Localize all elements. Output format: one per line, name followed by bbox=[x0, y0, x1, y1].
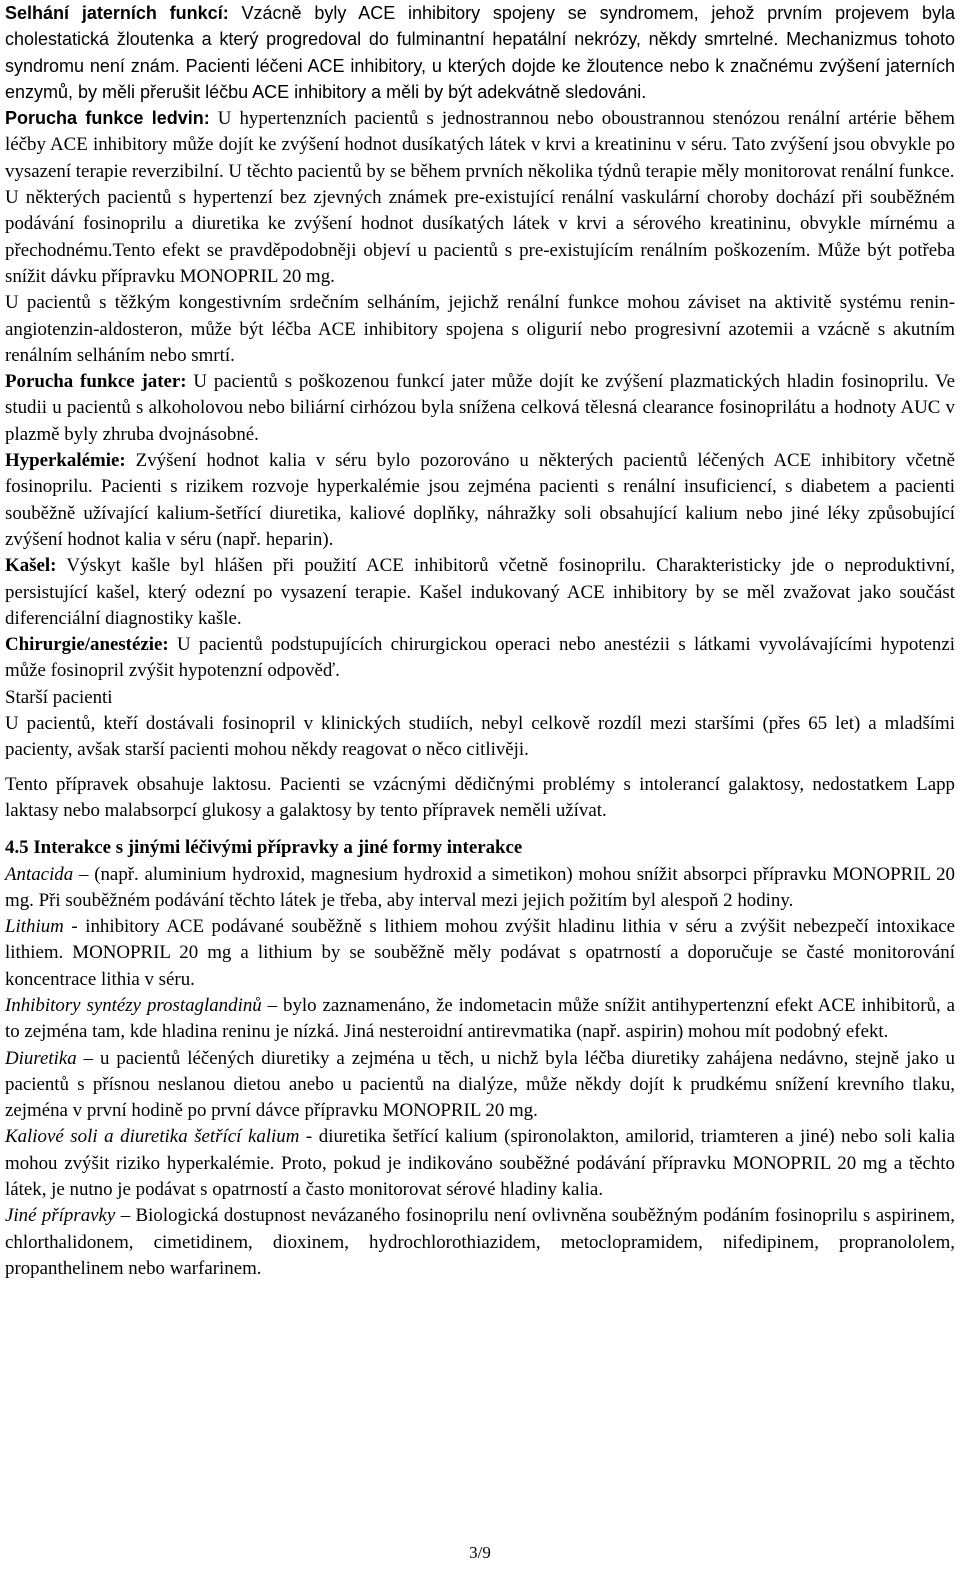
text-other: – Biologická dostupnost nevázaného fosinoprilu není ovlivněna souběžným podáním fosinoprilu s aspirinem, chlorthalidonem, cimetidinem, dioxinem, hydrochlorothiazidem, metoclopramidem, nifedipinem, propranololem, propanthelinem nebo warfarinem. bbox=[5, 1205, 955, 1279]
text-renal-impairment: U hypertenzních pacientů s jednostrannou nebo oboustrannou stenózou renální artérie během léčby ACE inhibitory může dojít ke zvýšení hodnot dusíkatých látek v krvi a kreatininu v séru. Tato zvýšení jsou obvykle po vysazení terapie reverzibilní. U těchto pacientů by se během prvních několika týdnů terapie měly monitorovat renální funkce. bbox=[5, 108, 955, 182]
paragraph-liver-failure bbox=[5, 0, 955, 105]
heading-surgery: Chirurgie/anestézie: bbox=[5, 634, 169, 656]
text-elderly-heading: Starší pacienti bbox=[5, 686, 113, 708]
paragraph-elderly-heading bbox=[5, 685, 955, 711]
term-potassium: Kaliové soli a diuretika šetřící kalium bbox=[5, 1126, 300, 1148]
paragraph-cough bbox=[5, 553, 955, 632]
term-lithium: Lithium bbox=[5, 916, 64, 938]
text-hypertension-diuretic: U některých pacientů s hypertenzí bez zjevných známek pre-existující renální vaskulární choroby dochází při souběžném podávání fosinoprilu a diuretika ke zvýšení hodnot dusíkatých látek v krvi a sérového kreatininu, obvykle mírnému a přechodnému.Tento efekt se pravděpodobněji objeví u pacientů s pre-existujícím renálním poškozením. Může být potřeba snížit dávku přípravku MONOPRIL 20 mg. bbox=[5, 187, 955, 287]
section-heading-interactions: 4.5 Interakce s jinými léčivými přípravky a jiné formy interakce bbox=[5, 837, 523, 859]
text-heart-failure: U pacientů s těžkým kongestivním srdečním selháním, jejichž renální funkce mohou záviset na aktivitě systému renin-angiotenzin-aldosteron, může být léčba ACE inhibitory spojena s oligurií nebo progresivní azotemii a vzácně s akutním renálním selháním nebo smrtí. bbox=[5, 292, 955, 366]
interaction-diuretics bbox=[5, 1046, 955, 1125]
interaction-antacids bbox=[5, 862, 955, 915]
paragraph-heart-failure bbox=[5, 290, 955, 369]
text-lactose: Tento přípravek obsahuje laktosu. Pacienti se vzácnými dědičnými problémy s intolerancí galaktosy, nedostatkem Lapp laktasy nebo malabsorpcí glukosy a galaktosy by tento přípravek neměli užívat. bbox=[5, 773, 955, 821]
text-liver-failure: Vzácně byly ACE inhibitory spojeny se syndromem, jehož prvním projevem byla cholestatická žloutenka a který progredoval do fulminantní hepatální nekrózy, někdy smrtelné. Mechanizmus tohoto syndromu není znám. Pacienti léčeni ACE inhibitory, u kterých dojde ke žloutence nebo k značnému zvýšení jaterních enzymů, by měli přerušit léčbu ACE inhibitory a měli by být adekvátně sledováni. bbox=[5, 3, 955, 102]
term-antacids: Antacida bbox=[5, 863, 74, 885]
interaction-lithium bbox=[5, 914, 955, 993]
heading-cough: Kašel: bbox=[5, 555, 57, 577]
paragraph-surgery bbox=[5, 632, 955, 685]
text-potassium: - diuretika šetřící kalium (spironolakton, amilorid, triamteren a jiné) nebo soli kalia mohou zvýšit riziko hyperkalémie. Proto, pokud je indikováno souběžné podávání přípravku MONOPRIL 20 mg a těchto látek, je nutno je podávat s opatrností a často monitorovat sérové hladiny kalia. bbox=[5, 1126, 955, 1201]
heading-hepatic-impairment: Porucha funkce jater: bbox=[5, 371, 187, 393]
interaction-potassium bbox=[5, 1124, 955, 1203]
text-cough: Výskyt kašle byl hlášen při použití ACE inhibitorů včetně fosinoprilu. Charakteristicky jde o neproduktivní, persistující kašel, který odezní po vysazení terapie. Kašel indukovaný ACE inhibitory by se měl zvažovat jako součást diferenciální diagnostiky kašle. bbox=[5, 555, 955, 629]
paragraph-elderly bbox=[5, 711, 955, 764]
text-diuretics: – u pacientů léčených diuretiky a zejména u těch, u nichž byla léčba diuretiky zahájena nedávno, stejně jako u pacientů s přísnou neslanou dietou anebo u pacientů na dialýze, může někdy dojít k prudkému snížení krevního tlaku, zejména v první hodině po první dávce přípravku MONOPRIL 20 mg. bbox=[5, 1047, 955, 1122]
paragraph-hyperkalemia bbox=[5, 448, 955, 553]
paragraph-hepatic-impairment bbox=[5, 369, 955, 448]
paragraph-renal-impairment bbox=[5, 105, 955, 185]
interaction-other bbox=[5, 1203, 955, 1282]
text-antacids: – (např. aluminium hydroxid, magnesium hydroxid a simetikon) mohou snížit absorpci přípravku MONOPRIL 20 mg. Při souběžném podávání těchto látek je třeba, aby interval mezi jejich požitím byl alespoň 2 hodiny. bbox=[5, 863, 955, 911]
text-prostaglandin: – bylo zaznamenáno, že indometacin může snížit antihypertenzní efekt ACE inhibitorů, a to zejména tam, kde hladina reninu je nízká. Jiná nesteroidní antirevmatika (např. aspirin) mohou mít podobný efekt. bbox=[5, 994, 955, 1043]
text-elderly: U pacientů, kteří dostávali fosinopril v klinických studiích, nebyl celkově rozdíl mezi staršími (přes 65 let) a mladšími pacienty, avšak starší pacienti mohou někdy reagovat o něco citlivěji. bbox=[5, 713, 955, 761]
heading-renal-impairment: Porucha funkce ledvin: bbox=[5, 108, 210, 129]
interaction-prostaglandin bbox=[5, 993, 955, 1046]
text-lithium: - inhibitory ACE podávané souběžně s lithiem mohou zvýšit hladinu lithia v séru a zvýšit nebezpečí intoxikace lithiem. MONOPRIL 20 mg a lithium by se souběžně měly podávat s opatrností a doporučuje se časté monitorování koncentrace lithia v séru. bbox=[5, 916, 955, 990]
text-hyperkalemia: Zvýšení hodnot kalia v séru bylo pozorováno u některých pacientů léčených ACE inhibitory včetně fosinoprilu. Pacienti s rizikem rozvoje hyperkalémie jsou zejména pacienti s renální insuficiencí, s diabetem a pacienti souběžně užívající kalium-šetřící diuretika, kaliové doplňky, náhražky soli obsahující kalium nebo jiné léky způsobující zvýšení hodnot kalia v séru (např. heparin). bbox=[5, 450, 955, 550]
paragraph-lactose bbox=[5, 772, 955, 825]
text-hepatic-impairment: U pacientů s poškozenou funkcí jater může dojít ke zvýšení plazmatických hladin fosinoprilu. Ve studii u pacientů s alkoholovou nebo biliární cirhózou byla snížena celková tělesná clearance fosinoprilátu a hodnoty AUC v plazmě byly zhruba dvojnásobné. bbox=[5, 371, 955, 445]
term-other: Jiné přípravky bbox=[5, 1205, 116, 1227]
document-page bbox=[5, 0, 955, 1282]
heading-liver-failure: Selhání jaterních funkcí: bbox=[5, 3, 229, 23]
term-diuretics: Diuretika bbox=[5, 1047, 77, 1069]
term-prostaglandin: Inhibitory syntézy prostaglandinů bbox=[5, 994, 262, 1016]
heading-hyperkalemia: Hyperkalémie: bbox=[5, 450, 126, 472]
paragraph-hypertension-diuretic bbox=[5, 185, 955, 290]
text-surgery: U pacientů podstupujících chirurgickou operaci nebo anestézii s látkami vyvolávajícími hypotenzi může fosinopril zvýšit hypotenzní odpověď. bbox=[5, 634, 955, 682]
page-number: 3/9 bbox=[469, 1543, 491, 1562]
